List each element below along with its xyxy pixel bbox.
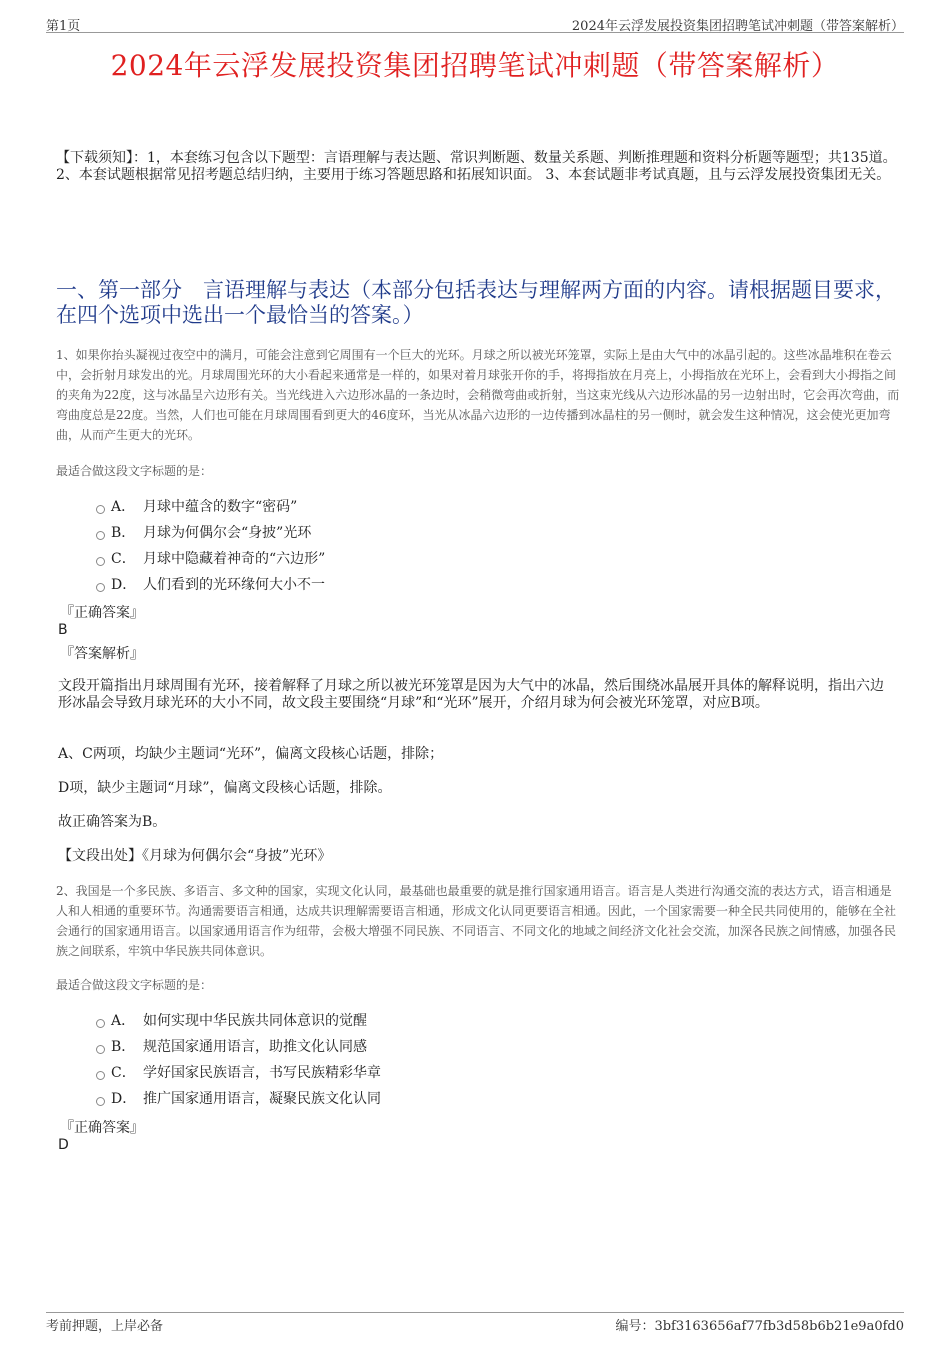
question-2-option-c[interactable]: C． 学好国家民族语言，书写民族精彩华章	[96, 1059, 381, 1085]
question-2-option-a[interactable]: A． 如何实现中华民族共同体意识的觉醒	[96, 1007, 381, 1033]
header-doc-title: 2024年云浮发展投资集团招聘笔试冲刺题（带答案解析）	[571, 19, 904, 34]
question-2-option-b[interactable]: B． 规范国家通用语言，助推文化认同感	[96, 1033, 381, 1059]
download-notice: 【下载须知】：1，本套练习包含以下题型：言语理解与表达题、常识判断题、数量关系题、判断推理题和资料分析题等题型；共135道。 2、本套试题根据常见招考题总结归纳，主要用于练习答题思路和拓展知识面。 3、本套试题非考试真题，且与云浮发展投资集团无关。	[56, 150, 897, 183]
question-2-answer-label: 『正确答案』	[60, 1120, 144, 1136]
question-1-analysis-label: 『答案解析』	[60, 646, 144, 662]
question-1-analysis-paragraph: 故正确答案为B。	[58, 814, 167, 830]
question-2-answer: D	[58, 1137, 69, 1153]
question-1-option-d[interactable]: D． 人们看到的光环缘何大小不一	[96, 571, 325, 597]
radio-icon[interactable]	[96, 1045, 105, 1054]
question-2-options	[96, 1007, 381, 1111]
radio-icon[interactable]	[96, 531, 105, 540]
footer-serial: 编号：3bf3163656af77fb3d58b6b21e9a0fd0	[615, 1319, 904, 1334]
radio-icon[interactable]	[96, 505, 105, 514]
question-2-option-d[interactable]: D． 推广国家通用语言，凝聚民族文化认同	[96, 1085, 381, 1111]
page-number: 第1页	[46, 19, 81, 34]
question-2-text: 2、我国是一个多民族、多语言、多文种的国家，实现文化认同，最基础也最重要的就是推行国家通用语言。语言是人类进行沟通交流的表达方式，语言相通是人和人相通的重要环节。沟通需要语言相通，达成共识理解需要语言相通，形成文化认同更要语言相通。因此，一个国家需要一种全民共同使用的，能够在全社会通行的国家通用语言。以国家通用语言作为纽带，会极大增强不同民族、不同语言、不同文化的地域之间经济文化社会交流，加深各民族之间情感，加强各民族之间联系，牢筑中华民族共同体意识。	[56, 884, 897, 958]
question-1-text: 1、如果你抬头凝视过夜空中的满月，可能会注意到它周围有一个巨大的光环。月球之所以被光环笼罩，实际上是由大气中的冰晶引起的。这些冰晶堆积在卷云中，会折射月球发出的光。月球周围光环的大小看起来通常是一样的，如果对着月球张开你的手，将拇指放在月亮上，小拇指放在光环上，会看到大小拇指之间的夹角为22度，这与冰晶呈六边形有关。当光线进入六边形冰晶的一条边时，会稍微弯曲或折射，当这束光线从六边形冰晶的另一边射出时，它会再次弯曲，而弯曲度总是22度。当然，人们也可能在月球周围看到更大的46度环，当光从冰晶六边形的一边传播到冰晶柱的另一侧时，就会发生这种情况，这会使光更加弯曲，从而产生更大的光环。	[56, 348, 900, 442]
radio-icon[interactable]	[96, 557, 105, 566]
radio-icon[interactable]	[96, 1097, 105, 1106]
question-1-answer: B	[58, 622, 68, 638]
question-1-option-c[interactable]: C． 月球中隐藏着神奇的“六边形”	[96, 545, 325, 571]
question-1-option-b[interactable]: B． 月球为何偶尔会“身披”光环	[96, 519, 325, 545]
question-1-analysis-paragraph: 文段开篇指出月球周围有光环，接着解释了月球之所以被光环笼罩是因为大气中的冰晶，然后围绕冰晶展开具体的解释说明，指出六边形冰晶会导致月球光环的大小不同，故文段主要围绕“月球”和“光环”展开，介绍月球为何会被光环笼罩，对应B项。	[58, 678, 884, 711]
question-1-prompt: 最适合做这段文字标题的是：	[56, 464, 213, 478]
page-footer	[46, 1312, 904, 1333]
radio-icon[interactable]	[96, 1071, 105, 1080]
document-title: 2024年云浮发展投资集团招聘笔试冲刺题（带答案解析）	[110, 49, 840, 82]
question-1-option-a[interactable]: A． 月球中蕴含的数字“密码”	[96, 493, 325, 519]
radio-icon[interactable]	[96, 583, 105, 592]
question-1-analysis-paragraph: A、C两项，均缺少主题词“光环”，偏离文段核心话题，排除；	[58, 746, 444, 762]
footer-slogan: 考前押题，上岸必备	[46, 1319, 164, 1334]
question-1-answer-label: 『正确答案』	[60, 605, 144, 621]
section-heading: 一、第一部分 言语理解与表达（本部分包括表达与理解两方面的内容。请根据题目要求，在四个选项中选出一个最恰当的答案。）	[56, 278, 896, 327]
question-1-options	[96, 493, 325, 597]
question-2-prompt: 最适合做这段文字标题的是：	[56, 978, 213, 992]
question-1-analysis-paragraph: D项，缺少主题词“月球”，偏离文段核心话题，排除。	[58, 780, 392, 796]
page-header	[46, 14, 904, 33]
radio-icon[interactable]	[96, 1019, 105, 1028]
question-1-source: 【文段出处】《月球为何偶尔会“身披”光环》	[58, 848, 332, 864]
